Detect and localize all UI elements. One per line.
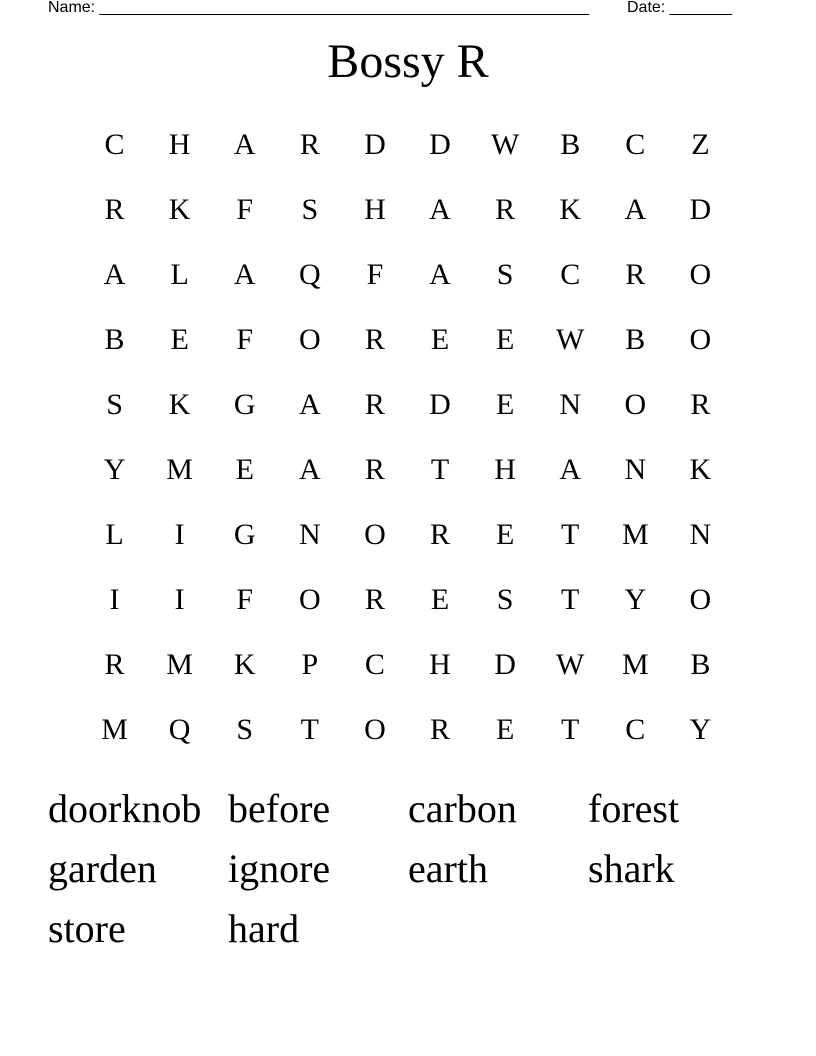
grid-letter[interactable]: E [430,322,450,356]
grid-letter[interactable]: Q [168,712,191,746]
grid-letter[interactable]: N [624,452,647,486]
grid-letter[interactable]: E [495,712,515,746]
grid-letter[interactable]: Y [624,582,647,616]
grid-letter[interactable]: R [104,192,125,226]
grid-letter[interactable]: W [556,322,585,356]
grid-letter[interactable]: K [168,387,191,421]
grid-letter[interactable]: O [364,712,386,746]
grid-letter[interactable]: A [559,452,582,486]
grid-letter[interactable]: R [364,582,385,616]
grid-letter[interactable]: A [624,192,647,226]
grid-letter[interactable]: I [109,582,120,616]
grid-letter[interactable]: B [690,647,711,681]
grid-letter[interactable]: E [430,582,450,616]
grid-letter[interactable]: R [104,647,125,681]
grid-letter[interactable]: C [104,127,125,161]
grid-letter[interactable]: R [364,322,385,356]
grid-letter[interactable]: T [561,517,580,551]
grid-letter[interactable]: E [495,517,515,551]
grid-letter[interactable]: B [560,127,581,161]
grid-letter[interactable]: N [298,517,321,551]
grid-letter[interactable]: K [168,192,191,226]
word-bank-item: doorknob [48,786,202,831]
grid-letter[interactable]: Y [103,452,126,486]
grid-letter[interactable]: Q [298,257,321,291]
grid-letter[interactable]: O [298,322,321,356]
grid-letter[interactable]: I [174,582,185,616]
grid-letter[interactable]: F [236,192,254,226]
grid-letter[interactable]: H [494,452,516,486]
name-field[interactable] [48,0,589,19]
date-label: Date: [627,0,666,16]
grid-letter[interactable]: D [494,647,516,681]
grid-letter[interactable]: R [364,452,385,486]
word-bank-item: earth [408,846,488,891]
date-field[interactable] [627,0,732,19]
grid-letter[interactable]: S [106,387,123,421]
grid-letter[interactable]: C [560,257,581,291]
grid-letter[interactable]: M [166,647,193,681]
grid-letter[interactable]: S [236,712,254,746]
word-bank-item: hard [228,906,300,951]
grid-letter[interactable]: Z [691,127,710,161]
word-bank-item: store [48,906,126,951]
grid-letter[interactable]: O [298,582,321,616]
grid-letter[interactable]: D [429,387,451,421]
date-blank-line[interactable]: _______ [669,0,732,16]
grid-letter[interactable]: A [233,257,256,291]
grid-letter[interactable]: G [233,387,256,421]
grid-letter[interactable]: F [236,322,254,356]
grid-letter[interactable]: F [366,257,384,291]
grid-letter[interactable]: O [689,582,712,616]
grid-letter[interactable]: E [495,322,515,356]
grid-letter[interactable]: A [429,192,451,226]
grid-letter[interactable]: A [298,387,321,421]
grid-letter[interactable]: A [233,127,256,161]
word-bank-item: shark [588,846,675,891]
word-bank-item: ignore [228,846,331,891]
grid-letter[interactable]: G [233,517,256,551]
grid-letter[interactable]: A [429,257,451,291]
grid-letter[interactable]: D [689,192,712,226]
grid-letter[interactable]: M [621,647,649,681]
grid-letter[interactable]: T [300,712,319,746]
grid-letter[interactable]: R [364,387,385,421]
grid-letter[interactable]: N [689,517,712,551]
word-bank-item: garden [48,846,157,891]
grid-letter[interactable]: H [364,192,386,226]
grid-letter[interactable]: R [299,127,320,161]
grid-letter[interactable]: R [690,387,711,421]
grid-letter[interactable]: S [301,192,319,226]
grid-letter[interactable]: L [170,257,189,291]
grid-letter[interactable]: M [101,712,128,746]
grid-letter[interactable]: T [561,582,580,616]
word-bank-item: before [228,786,331,831]
grid-letter[interactable]: K [689,452,712,486]
grid-letter[interactable]: K [233,647,256,681]
grid-letter[interactable]: Y [689,712,712,746]
grid-letter[interactable]: T [561,712,580,746]
grid-letter[interactable]: T [430,452,450,486]
grid-letter[interactable]: O [689,322,712,356]
grid-letter[interactable]: E [495,387,515,421]
name-label: Name: [48,0,96,16]
word-bank [48,784,788,964]
grid-letter[interactable]: S [496,582,514,616]
page-title: Bossy R [327,35,489,88]
grid-letter[interactable]: O [689,257,712,291]
grid-letter[interactable]: A [298,452,321,486]
grid-letter[interactable]: F [236,582,254,616]
name-blank-line[interactable]: _______________________________________________________ [99,0,589,16]
grid-letter[interactable]: S [496,257,514,291]
grid-letter[interactable]: E [235,452,254,486]
grid-letter[interactable]: W [490,127,520,161]
grid-letter[interactable]: D [429,127,451,161]
grid-letter[interactable]: A [103,257,126,291]
grid-letter[interactable]: D [364,127,386,161]
grid-letter[interactable]: C [625,127,646,161]
word-bank-item: carbon [408,786,517,831]
grid-letter[interactable]: O [364,517,386,551]
grid-letter[interactable]: R [430,517,451,551]
word-search-grid [82,112,733,762]
grid-letter[interactable]: C [625,712,646,746]
grid-letter[interactable]: B [625,322,646,356]
grid-letter[interactable]: R [625,257,646,291]
grid-letter[interactable]: O [624,387,647,421]
grid-letter[interactable]: I [174,517,185,551]
grid-letter[interactable]: R [430,712,451,746]
word-bank-item: forest [588,786,680,831]
grid-letter[interactable]: R [495,192,516,226]
grid-letter[interactable]: H [168,127,191,161]
grid-letter[interactable]: P [301,647,319,681]
grid-letter[interactable]: H [429,647,451,681]
grid-letter[interactable]: K [559,192,582,226]
grid-letter[interactable]: B [104,322,125,356]
grid-letter[interactable]: M [621,517,649,551]
grid-letter[interactable]: L [105,517,124,551]
grid-letter[interactable]: E [170,322,189,356]
grid-letter[interactable]: N [559,387,582,421]
grid-letter[interactable]: M [166,452,193,486]
grid-letter[interactable]: W [556,647,585,681]
grid-letter[interactable]: C [364,647,385,681]
